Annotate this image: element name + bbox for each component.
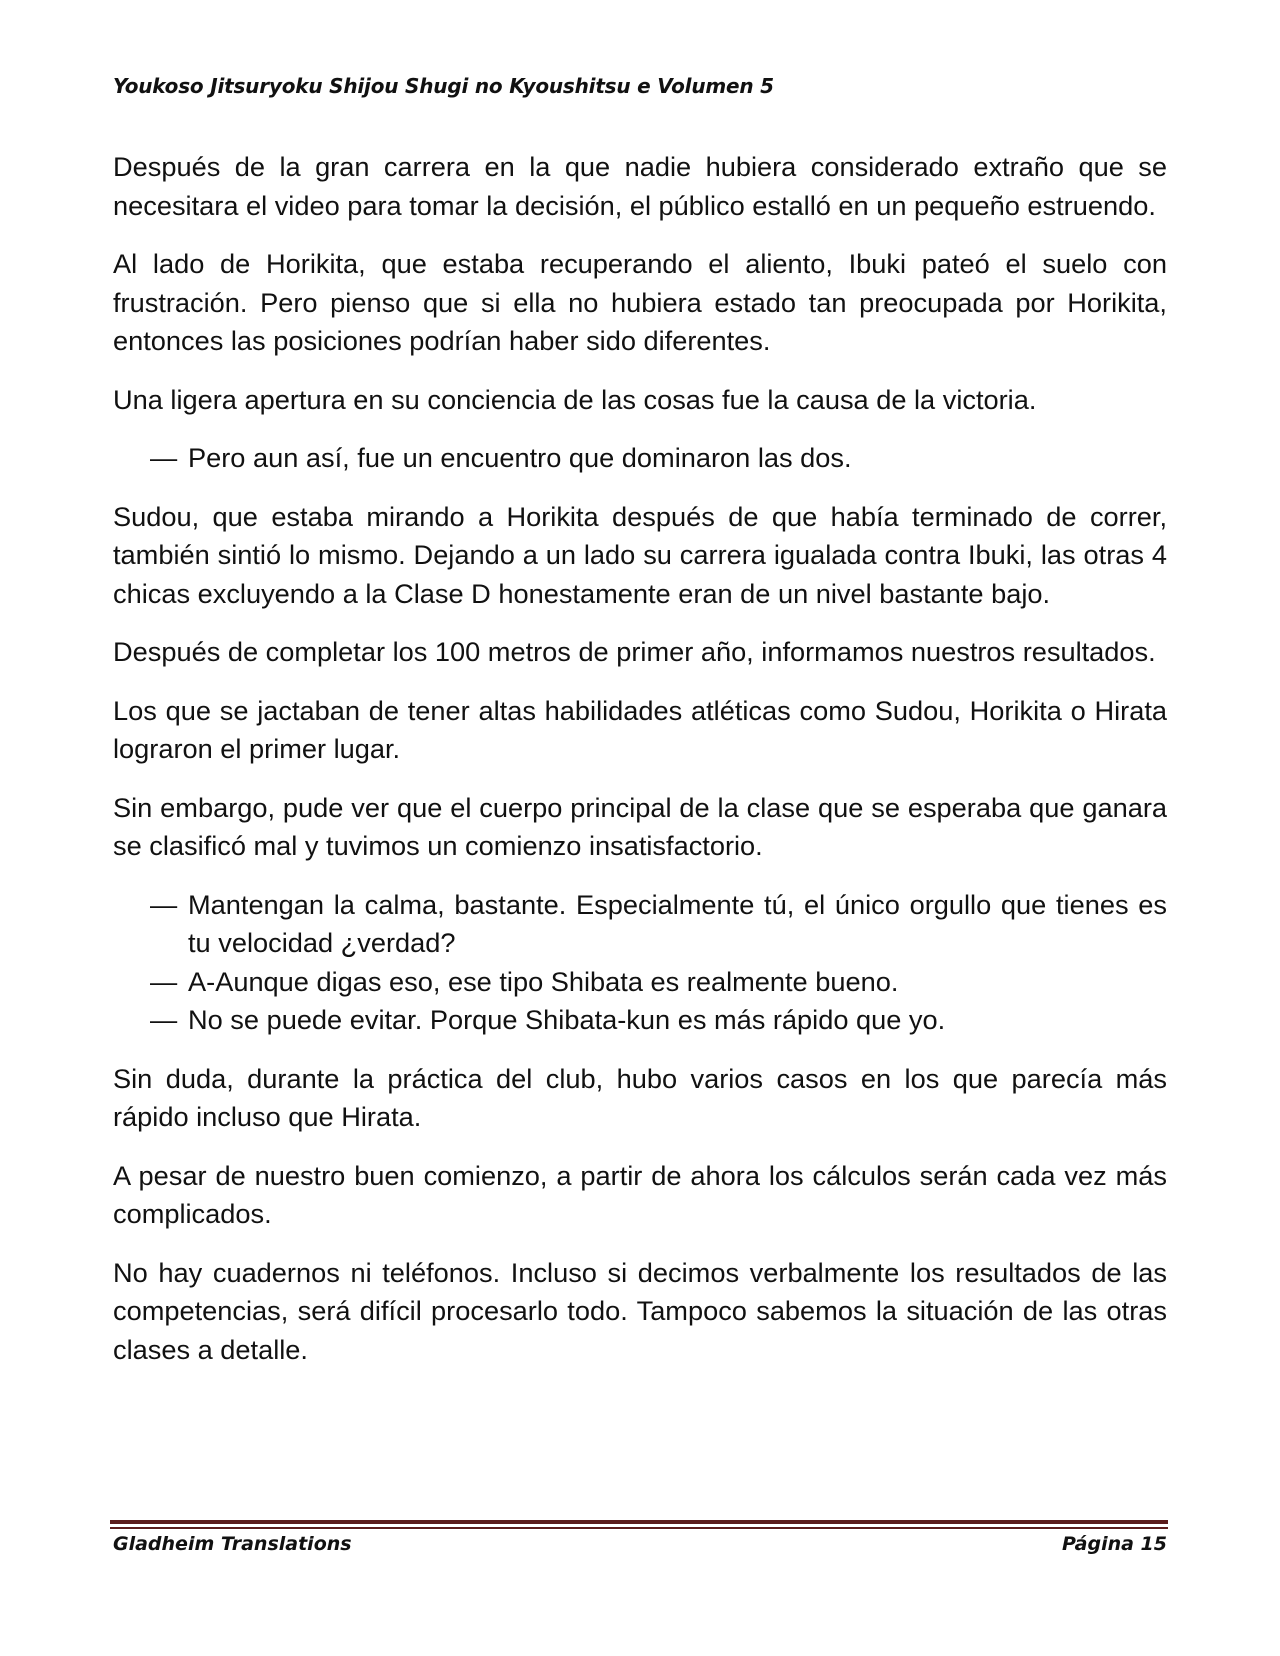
dialogue-text: A-Aunque digas eso, ese tipo Shibata es realmente bueno. bbox=[188, 965, 899, 997]
paragraph: Sudou, que estaba mirando a Horikita después de que había terminado de correr, también sintió lo mismo. Dejando a un lado su carrera igualada contra Ibuki, las otras 4 chicas excluyendo a la Clase D honestamente eran de un nivel bastante bajo. bbox=[113, 500, 1167, 609]
dialogue-line bbox=[113, 963, 1167, 1002]
dialogue-dash: — bbox=[150, 1004, 178, 1035]
dialogue-text: Pero aun así, fue un encuentro que dominaron las dos. bbox=[188, 442, 852, 473]
dialogue-dash: — bbox=[150, 965, 178, 997]
dialogue-group bbox=[113, 886, 1167, 1040]
paragraph: Sin duda, durante la práctica del club, hubo varios casos en los que parecía más rápido incluso que Hirata. bbox=[113, 1062, 1167, 1132]
footer-translator: Gladheim Translations bbox=[113, 1533, 352, 1555]
page-header-title: Youkoso Jitsuryoku Shijou Shugi no Kyoushitsu e Volumen 5 bbox=[113, 74, 774, 98]
dialogue-line bbox=[113, 1001, 1167, 1040]
footer-rule-thin bbox=[110, 1527, 1168, 1529]
paragraph: Sin embargo, pude ver que el cuerpo principal de la clase que se esperaba que ganara se clasificó mal y tuvimos un comienzo insatisfactorio. bbox=[113, 791, 1167, 861]
paragraph: Al lado de Horikita, que estaba recuperando el aliento, Ibuki pateó el suelo con frustración. Pero pienso que si ella no hubiera estado tan preocupada por Horikita, entonces las posiciones podrían haber sido diferentes. bbox=[113, 248, 1167, 356]
dialogue-dash: — bbox=[150, 442, 178, 473]
footer-page-number: Página 15 bbox=[1061, 1533, 1167, 1555]
footer-rule-thick bbox=[110, 1520, 1168, 1524]
paragraph: Después de completar los 100 metros de primer año, informamos nuestros resultados. bbox=[113, 636, 1156, 667]
dialogue-dash: — bbox=[150, 888, 178, 920]
page-body bbox=[113, 148, 1167, 1389]
paragraph: Una ligera apertura en su conciencia de las cosas fue la causa de la victoria. bbox=[113, 383, 1037, 415]
dialogue-text: Mantengan la calma, bastante. Especialmente tú, el único orgullo que tienes es tu velocidad ¿verdad? bbox=[188, 888, 1167, 958]
dialogue-line bbox=[113, 886, 1167, 963]
paragraph: Después de la gran carrera en la que nadie hubiera considerado extraño que se necesitara el video para tomar la decisión, el público estalló en un pequeño estruendo. bbox=[113, 151, 1167, 221]
paragraph: A pesar de nuestro buen comienzo, a partir de ahora los cálculos serán cada vez más complicados. bbox=[113, 1159, 1167, 1229]
paragraph: No hay cuadernos ni teléfonos. Incluso si decimos verbalmente los resultados de las competencias, será difícil procesarlo todo. Tampoco sabemos la situación de las otras clases a detalle. bbox=[113, 1256, 1167, 1365]
paragraph: Los que se jactaban de tener altas habilidades atléticas como Sudou, Horikita o Hirata lograron el primer lugar. bbox=[113, 694, 1167, 764]
dialogue-text: No se puede evitar. Porque Shibata-kun es más rápido que yo. bbox=[188, 1004, 946, 1035]
dialogue-line bbox=[113, 439, 1167, 478]
